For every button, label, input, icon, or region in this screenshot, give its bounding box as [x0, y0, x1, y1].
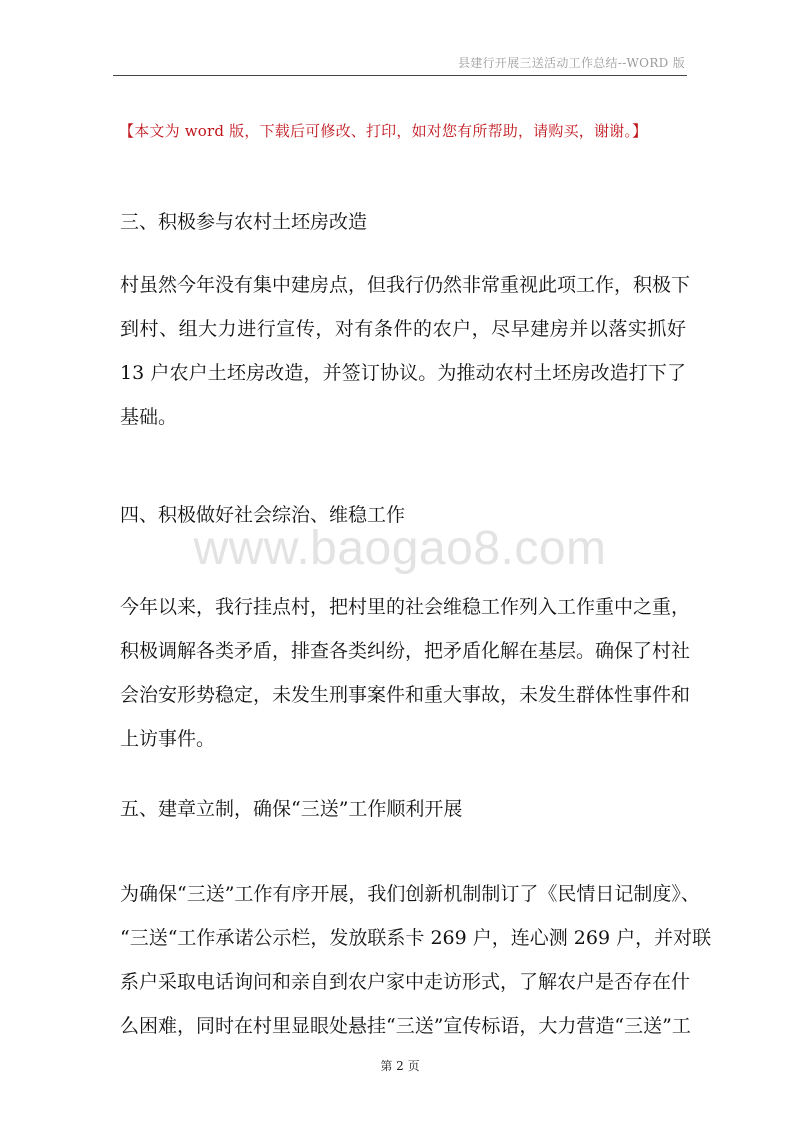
- paragraph-line: 会治安形势稳定，未发生刑事案件和重大事故，未发生群体性事件和: [120, 684, 691, 706]
- paragraph-line: 为确保“三送”工作有序开展，我们创新机制制订了《民情日记制度》、: [120, 883, 700, 905]
- paragraph-line: 系户采取电话询问和亲自到农户家中走访形式，了解农户是否存在什: [120, 971, 691, 993]
- paragraph-line: 村虽然今年没有集中建房点，但我行仍然非常重视此项工作，积极下: [120, 274, 691, 296]
- section-heading-5: 五、建章立制，确保“三送”工作顺利开展: [120, 798, 463, 820]
- paragraph-line: 基础。: [120, 406, 178, 428]
- paragraph-line: 今年以来，我行挂点村，把村里的社会维稳工作列入工作重中之重，: [120, 596, 691, 618]
- section-heading-4: 四、积极做好社会综治、维稳工作: [120, 504, 406, 526]
- section-paragraph-4: [120, 585, 691, 761]
- header-divider: [113, 75, 687, 76]
- watermark: www.baogao8.com: [193, 522, 607, 575]
- page-header-title: 县建行开展三送活动工作总结--WORD 版: [457, 56, 685, 70]
- paragraph-line: 积极调解各类矛盾，排查各类纠纷，把矛盾化解在基层。确保了村社: [120, 640, 691, 662]
- section-paragraph-3: [120, 263, 691, 439]
- section-paragraph-5: [120, 872, 712, 1048]
- section-heading-3: 三、积极参与农村土坯房改造: [120, 211, 368, 233]
- paragraph-line: 到村、组大力进行宣传，对有条件的农户，尽早建房并以落实抓好: [120, 318, 686, 340]
- paragraph-line: 上访事件。: [120, 728, 216, 750]
- page-number: 第 2 页: [380, 1059, 420, 1073]
- paragraph-line: 13 户农户土坯房改造，并签订协议。为推动农村土坯房改造打下了: [120, 362, 686, 384]
- paragraph-line: “三送“工作承诺公示栏，发放联系卡 269 户，连心测 269 户，并对联: [120, 927, 712, 949]
- paragraph-line: 么困难，同时在村里显眼处悬挂“三送”宣传标语，大力营造“三送”工: [120, 1015, 691, 1037]
- purchase-notice: 【本文为 word 版，下载后可修改、打印，如对您有所帮助，请购买，谢谢。】: [119, 122, 648, 140]
